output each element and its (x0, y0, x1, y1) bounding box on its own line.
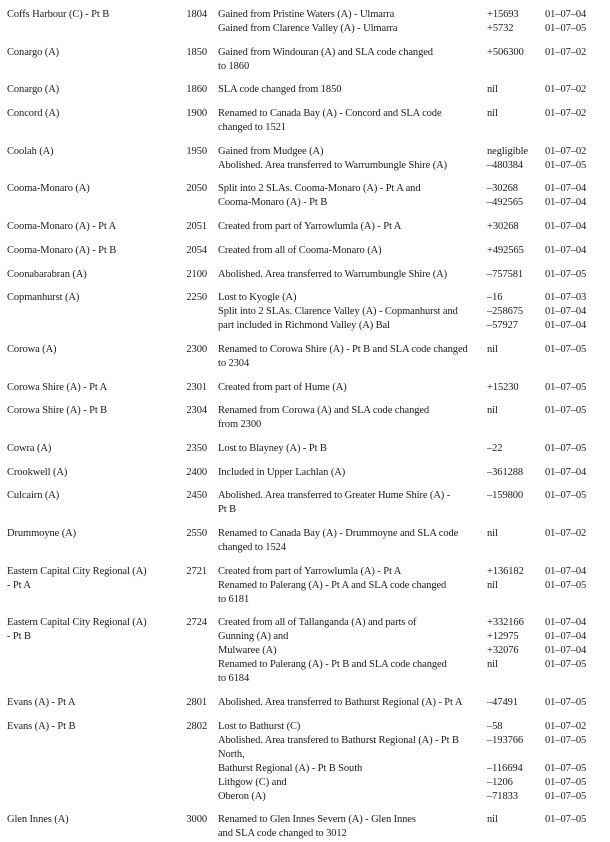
change-line (218, 790, 610, 804)
table-row (7, 291, 610, 333)
area-name-cell (7, 220, 180, 234)
change-line (218, 244, 610, 258)
change-description: Created from part of Hume (A) (218, 381, 347, 393)
change-date: 01–07–05 (545, 790, 587, 802)
population-change-value: +12975 (487, 631, 519, 643)
population-change-value: +506300 (487, 46, 524, 58)
area-name-line: Cooma-Monaro (A) - Pt A (7, 221, 117, 233)
area-name-cell (7, 343, 180, 357)
table-row (7, 8, 610, 36)
table-row (7, 616, 610, 686)
change-line (218, 734, 610, 748)
area-name-line: Glen Innes (A) (7, 814, 69, 826)
change-line (218, 8, 610, 22)
area-name-line: Crookwell (A) (7, 466, 68, 478)
population-change-value: nil (487, 814, 498, 826)
area-name-cell (7, 268, 180, 282)
change-description: Cooma-Monaro (A) - Pt B (218, 197, 328, 209)
change-description: Bathurst Regional (A) - Pt B South (218, 762, 363, 774)
area-name-cell (7, 466, 180, 480)
area-name-line: Concord (A) (7, 108, 60, 120)
change-description: Pt B (218, 504, 236, 516)
change-lines (218, 489, 610, 517)
change-line (218, 442, 610, 456)
population-change-value (487, 827, 545, 841)
area-name-cell (7, 813, 180, 827)
table-row (7, 343, 610, 371)
change-date: 01–07–02 (545, 528, 587, 539)
change-date: 01–07–04 (545, 183, 587, 195)
change-line (218, 22, 610, 36)
population-change-value: –71833 (487, 790, 518, 802)
change-description: Gained from Pristine Waters (A) - Ulmarra (218, 9, 395, 20)
area-name-cell (7, 244, 180, 258)
change-line (218, 343, 610, 357)
area-name-line: Copmanhurst (A) (7, 292, 80, 304)
sla-code-cell: 1860 (186, 84, 207, 96)
population-change-value: –57927 (487, 320, 518, 332)
area-name-cell (7, 381, 180, 395)
change-date: 01–07–02 (545, 46, 587, 58)
area-name-line: Coolah (A) (7, 145, 54, 157)
area-name-cell (7, 107, 180, 121)
population-change-value: nil (487, 405, 498, 417)
change-date: 01–07–02 (545, 720, 587, 732)
population-change-value: nil (487, 579, 498, 591)
change-date: 01–07–05 (545, 697, 587, 709)
population-change-value: +492565 (487, 244, 524, 256)
change-line (218, 827, 610, 841)
change-date (545, 672, 603, 686)
area-name-line: Eastern Capital City Regional (A) (7, 617, 147, 629)
sla-code-cell: 2721 (186, 565, 207, 577)
population-change-value: +5732 (487, 23, 514, 34)
change-line (218, 527, 610, 541)
sla-code-cell: 2100 (186, 268, 207, 280)
change-date: 01–07–05 (545, 23, 587, 34)
population-change-value: nil (487, 108, 498, 120)
change-date: 01–07–05 (545, 159, 587, 171)
area-name-cell (7, 489, 180, 503)
change-description: to 2304 (218, 357, 250, 369)
change-lines (218, 381, 610, 395)
change-description: Gained from Windouran (A) and SLA code changed (218, 46, 433, 58)
change-date: 01–07–05 (545, 405, 587, 417)
change-description: to 1860 (218, 60, 250, 72)
change-line (218, 46, 610, 60)
sla-code-cell: 2300 (186, 343, 207, 355)
change-line (218, 630, 610, 644)
area-name-cell (7, 565, 180, 593)
change-lines (218, 696, 610, 710)
area-name-line: Cooma-Monaro (A) (7, 183, 90, 195)
change-description: Oberon (A) (218, 790, 266, 802)
sla-code-cell: 2051 (186, 221, 207, 233)
area-name-line: Evans (A) - Pt B (7, 720, 76, 732)
change-date (545, 748, 603, 762)
change-line (218, 357, 610, 371)
change-line (218, 466, 610, 480)
population-change-value: +332166 (487, 617, 524, 629)
change-description: Abolished. Area transferred to Warrumbungle Shire (A) (218, 268, 447, 280)
sla-code-cell: 1804 (186, 9, 207, 20)
sla-code-cell: 2304 (186, 405, 207, 417)
population-change-value: –1206 (487, 776, 513, 788)
population-change-value (487, 541, 545, 555)
change-line (218, 776, 610, 790)
change-description: Renamed to Palerang (A) - Pt A and SLA code changed (218, 579, 447, 591)
change-lines (218, 83, 610, 97)
change-description: North, (218, 748, 245, 760)
change-lines (218, 442, 610, 456)
sla-code-cell: 1950 (186, 145, 207, 157)
area-name-cell (7, 696, 180, 710)
change-lines (218, 182, 610, 210)
change-line (218, 579, 610, 593)
table-row (7, 107, 610, 135)
change-description: Abolished. Area transferred to Warrumbungle Shire (A) (218, 159, 447, 171)
table-row (7, 442, 610, 456)
change-date: 01–07–05 (545, 776, 587, 788)
change-description: Renamed to Canada Bay (A) - Drummoyne and SLA code (218, 528, 459, 539)
population-change-value: –22 (487, 442, 503, 454)
change-date (545, 60, 603, 74)
change-date: 01–07–05 (545, 659, 587, 671)
change-lines (218, 220, 610, 234)
change-date: 01–07–05 (545, 762, 587, 774)
sla-code-cell: 2050 (186, 183, 207, 195)
change-description: to 6181 (218, 593, 250, 605)
change-line (218, 159, 610, 173)
population-change-value: –58 (487, 720, 503, 732)
change-line (218, 404, 610, 418)
change-description: Abolished. Area transferred to Greater Hume Shire (A) - (218, 490, 451, 502)
change-description: Lithgow (C) and (218, 776, 287, 788)
change-lines (218, 291, 610, 333)
change-date: 01–07–02 (545, 84, 587, 96)
change-lines (218, 343, 610, 371)
change-date (545, 418, 603, 432)
area-name-line: - Pt B (7, 631, 31, 643)
change-date: 01–07–05 (545, 814, 587, 826)
area-name-cell (7, 291, 180, 305)
change-line (218, 145, 610, 159)
change-description: Renamed to Glen Innes Severn (A) - Glen Innes (218, 814, 416, 826)
change-description: changed to 1521 (218, 122, 286, 134)
population-change-value: –757581 (487, 268, 524, 280)
change-line (218, 813, 610, 827)
change-description: Renamed to Canada Bay (A) - Concord and SLA code (218, 108, 442, 120)
change-date: 01–07–05 (545, 343, 587, 355)
change-lines (218, 404, 610, 432)
population-change-value (487, 357, 545, 371)
change-date: 01–07–05 (545, 268, 587, 280)
change-line (218, 196, 610, 210)
sla-code-cell: 2301 (186, 381, 207, 393)
change-description: Renamed to Palerang (A) - Pt B and SLA code changed (218, 659, 447, 671)
area-name-cell (7, 182, 180, 196)
change-line (218, 182, 610, 196)
change-date (545, 121, 603, 135)
population-change-value (487, 121, 545, 135)
table-row (7, 466, 610, 480)
change-date: 01–07–05 (545, 734, 587, 746)
change-description: Created from part of Yarrowlumla (A) - Pt A (218, 565, 402, 577)
table-row (7, 813, 610, 841)
change-description: Mulwaree (A) (218, 645, 277, 657)
change-description: Lost to Blayney (A) - Pt B (218, 442, 327, 454)
change-date: 01–07–04 (545, 645, 587, 657)
change-description: Included in Upper Lachlan (A) (218, 466, 346, 478)
population-change-value: nil (487, 659, 498, 671)
sla-code-cell: 2724 (186, 617, 207, 629)
sla-code-cell: 2801 (186, 697, 207, 709)
change-lines (218, 813, 610, 841)
sla-code-cell: 2802 (186, 720, 207, 732)
change-date: 01–07–05 (545, 490, 587, 502)
population-change-value (487, 60, 545, 74)
area-name-line: Cowra (A) (7, 442, 52, 454)
area-name-cell (7, 404, 180, 418)
change-line (218, 60, 610, 74)
change-description: Gained from Mudgee (A) (218, 145, 324, 157)
sla-code-cell: 2550 (186, 528, 207, 539)
change-date: 01–07–02 (545, 145, 587, 157)
change-line (218, 83, 610, 97)
change-line (218, 268, 610, 282)
table-row (7, 268, 610, 282)
population-change-value: nil (487, 343, 498, 355)
population-change-value: nil (487, 528, 498, 539)
change-lines (218, 616, 610, 686)
change-date: 01–07–04 (545, 244, 587, 256)
change-description: Abolished. Area transfered to Bathurst Regional (A) - Pt B (218, 734, 459, 746)
change-line (218, 541, 610, 555)
population-change-value: –492565 (487, 197, 524, 209)
population-change-value: +32076 (487, 645, 519, 657)
sla-code-cell: 3000 (186, 814, 207, 826)
change-line (218, 107, 610, 121)
change-description: Split into 2 SLAs. Cooma-Monaro (A) - Pt A and (218, 183, 421, 195)
change-date (545, 541, 603, 555)
change-description: Abolished. Area transferred to Bathurst Regional (A) - Pt A (218, 697, 463, 709)
change-lines (218, 46, 610, 74)
change-description: changed to 1524 (218, 542, 286, 553)
change-date: 01–07–05 (545, 579, 587, 591)
population-change-value: –193766 (487, 734, 524, 746)
change-description: Created from all of Tallanganda (A) and parts of (218, 617, 417, 629)
sla-code-cell: 2400 (186, 466, 207, 478)
population-change-value: –47491 (487, 697, 518, 709)
population-change-value: +136182 (487, 565, 524, 577)
sla-code-cell: 2350 (186, 442, 207, 454)
sla-code-cell: 2054 (186, 244, 207, 256)
area-name-line: Corowa (A) (7, 343, 57, 355)
table-row (7, 404, 610, 432)
change-line (218, 593, 610, 607)
change-date (545, 827, 603, 841)
change-table (7, 8, 610, 841)
change-date (545, 503, 603, 517)
change-description: Created from part of Yarrowlumla (A) - Pt A (218, 221, 402, 233)
area-name-line: Corowa Shire (A) - Pt B (7, 405, 108, 417)
population-change-value: –258675 (487, 306, 524, 318)
change-date: 01–07–04 (545, 565, 587, 577)
population-change-value (487, 503, 545, 517)
change-date: 01–07–04 (545, 631, 587, 643)
change-lines (218, 8, 610, 36)
area-name-cell (7, 527, 180, 541)
population-change-value: –361288 (487, 466, 524, 478)
area-name-line: Drummoyne (A) (7, 528, 76, 539)
area-name-line: Cooma-Monaro (A) - Pt B (7, 244, 117, 256)
table-row (7, 527, 610, 555)
change-description: Renamed from Corowa (A) and SLA code changed (218, 405, 430, 417)
change-description: Lost to Bathurst (C) (218, 720, 301, 732)
change-date: 01–07–05 (545, 442, 587, 454)
area-name-line: Coffs Harbour (C) - Pt B (7, 9, 110, 20)
table-row (7, 244, 610, 258)
area-name-cell (7, 46, 180, 60)
area-name-cell (7, 616, 180, 644)
change-lines (218, 268, 610, 282)
change-lines (218, 244, 610, 258)
population-change-value: –159800 (487, 490, 524, 502)
area-name-cell (7, 442, 180, 456)
sla-code-cell: 2250 (186, 292, 207, 304)
change-description: SLA code changed from 1850 (218, 84, 342, 96)
population-change-value (487, 672, 545, 686)
change-date (545, 593, 603, 607)
change-line (218, 565, 610, 579)
change-line (218, 503, 610, 517)
area-name-cell (7, 8, 180, 22)
table-row (7, 46, 610, 74)
change-description: Renamed to Corowa Shire (A) - Pt B and SLA code changed (218, 343, 468, 355)
change-date (545, 357, 603, 371)
population-change-value: nil (487, 84, 498, 96)
table-row (7, 565, 610, 607)
change-description: part included in Richmond Valley (A) Bal (218, 320, 390, 332)
change-description: Lost to Kyogle (A) (218, 292, 297, 304)
population-change-value: –16 (487, 292, 503, 304)
change-line (218, 220, 610, 234)
population-change-value: +15230 (487, 381, 519, 393)
area-name-line: Eastern Capital City Regional (A) (7, 565, 147, 577)
table-row (7, 145, 610, 173)
area-name-cell (7, 720, 180, 734)
change-line (218, 672, 610, 686)
population-change-value: negligible (487, 145, 528, 157)
table-row (7, 696, 610, 710)
change-date: 01–07–04 (545, 320, 587, 332)
area-name-line: Coonabarabran (A) (7, 268, 87, 280)
change-description: Gunning (A) and (218, 631, 289, 643)
change-line (218, 748, 610, 762)
change-line (218, 418, 610, 432)
change-line (218, 489, 610, 503)
change-description: to 6184 (218, 673, 250, 685)
change-date: 01–07–04 (545, 617, 587, 629)
sla-code-cell: 2450 (186, 490, 207, 502)
change-lines (218, 466, 610, 480)
change-description: Gained from Clarence Valley (A) - Ulmarra (218, 23, 398, 34)
area-name-line: Culcairn (A) (7, 490, 60, 502)
change-lines (218, 720, 610, 804)
table-row (7, 381, 610, 395)
population-change-value: +30268 (487, 221, 519, 233)
change-line (218, 319, 610, 333)
area-name-line: - Pt A (7, 579, 31, 591)
change-line (218, 305, 610, 319)
change-line (218, 616, 610, 630)
population-change-value (487, 748, 545, 762)
change-line (218, 644, 610, 658)
change-description: and SLA code changed to 3012 (218, 828, 347, 840)
change-date: 01–07–03 (545, 292, 587, 304)
population-change-value (487, 418, 545, 432)
sla-code-cell: 1850 (186, 46, 207, 58)
change-description: Split into 2 SLAs. Clarence Valley (A) - Copmanhurst and (218, 306, 458, 318)
change-date: 01–07–04 (545, 306, 587, 318)
change-date: 01–07–04 (545, 9, 587, 20)
change-line (218, 696, 610, 710)
change-date: 01–07–02 (545, 108, 587, 120)
sla-code-cell: 1900 (186, 108, 207, 120)
table-row (7, 182, 610, 210)
change-lines (218, 107, 610, 135)
table-row (7, 83, 610, 97)
change-description: from 2300 (218, 419, 262, 431)
area-name-line: Corowa Shire (A) - Pt A (7, 381, 108, 393)
area-name-line: Conargo (A) (7, 84, 60, 96)
population-change-value (487, 593, 545, 607)
change-line (218, 720, 610, 734)
change-date: 01–07–05 (545, 381, 587, 393)
area-name-cell (7, 145, 180, 159)
area-name-line: Evans (A) - Pt A (7, 697, 76, 709)
change-line (218, 658, 610, 672)
population-change-value: –30268 (487, 183, 518, 195)
change-date: 01–07–04 (545, 221, 587, 233)
change-description: Created from all of Cooma-Monaro (A) (218, 244, 382, 256)
population-change-value: –480384 (487, 159, 524, 171)
change-line (218, 381, 610, 395)
table-row (7, 489, 610, 517)
area-name-cell (7, 83, 180, 97)
table-row (7, 220, 610, 234)
population-change-value: –116694 (487, 762, 523, 774)
change-date: 01–07–04 (545, 197, 587, 209)
change-date: 01–07–04 (545, 466, 587, 478)
change-lines (218, 565, 610, 607)
change-lines (218, 527, 610, 555)
change-lines (218, 145, 610, 173)
change-line (218, 291, 610, 305)
population-change-value: +15693 (487, 9, 519, 20)
table-row (7, 720, 610, 804)
change-line (218, 762, 610, 776)
area-name-line: Conargo (A) (7, 46, 60, 58)
change-line (218, 121, 610, 135)
